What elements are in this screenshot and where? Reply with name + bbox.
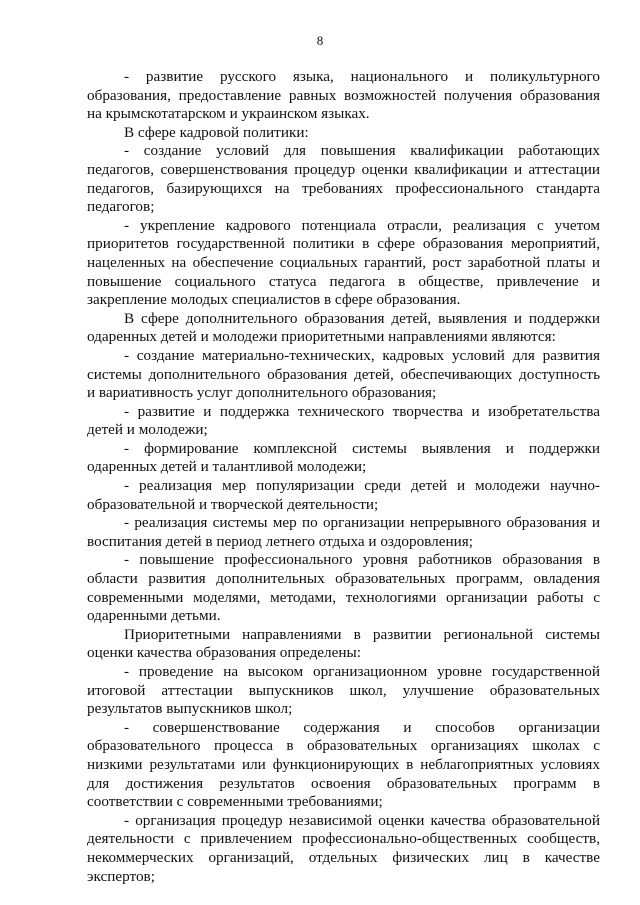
text-line: В сфере кадровой политики: — [124, 123, 309, 141]
text-line: - проведение на высоком организационном уровне государственной — [124, 663, 600, 680]
text-line: итоговой аттестации выпускников школ, улучшение образовательных — [87, 681, 600, 699]
text-line: педагогов; — [87, 198, 155, 216]
text-line: приоритетов государственной политики в сфере образования мероприятий, — [87, 235, 600, 253]
text-line: - реализация мер популяризации среди детей и молодежи научно- — [124, 477, 600, 495]
text-line: - развитие и поддержка технического творчества и изобретательства — [124, 402, 600, 420]
page-number: 8 — [316, 33, 324, 48]
paragraph — [87, 142, 600, 216]
text-line: на крымскотатарском и украинском языках. — [87, 105, 370, 123]
paragraph — [87, 514, 600, 551]
paragraph — [87, 68, 600, 124]
paragraph — [87, 440, 600, 477]
text-line: - реализация системы мер по организации непрерывного образования и — [124, 514, 600, 532]
text-line: педагогов, базирующихся на требованиях профессионального стандарта — [87, 179, 600, 197]
text-line: повышение социального статуса педагога в обществе, привлечение и — [87, 272, 600, 290]
text-line: современными моделями, методами, технологиями организации работы с — [87, 588, 600, 606]
text-line: детей и молодежи; — [87, 421, 208, 439]
text-line: воспитания детей в период летнего отдыха и оздоровления; — [87, 532, 473, 550]
paragraph — [87, 812, 600, 886]
text-line: соответствии с современными требованиями; — [87, 793, 383, 811]
paragraph — [87, 663, 600, 719]
text-line: одаренных детей и талантливой молодежи; — [87, 458, 367, 476]
paragraph — [87, 347, 600, 403]
text-line: - укрепление кадрового потенциала отрасли, реализация с учетом — [124, 216, 600, 234]
paragraph — [87, 626, 600, 663]
text-line: - формирование комплексной системы выявления и поддержки — [124, 439, 600, 457]
text-line: образования, предоставление равных возможностей получения образования — [87, 86, 600, 104]
text-line: - совершенствование содержания и способов организации — [124, 718, 600, 736]
text-line: системы дополнительного образования детей, обеспечивающих доступность — [87, 365, 600, 383]
text-line: Приоритетными направлениями в развитии региональной системы — [124, 625, 600, 643]
text-line: экспертов; — [87, 867, 155, 885]
text-line: образовательной и творческой деятельности; — [87, 495, 379, 513]
paragraph — [87, 719, 600, 812]
text-line: - создание условий для повышения квалификации работающих — [124, 142, 600, 160]
paragraph — [87, 551, 600, 625]
text-line: оценки качества образования определены: — [87, 644, 361, 662]
paragraph — [87, 477, 600, 514]
text-line: одаренными детьми. — [87, 607, 221, 625]
text-line: деятельности с привлечением профессионально-общественных сообществ, — [87, 830, 600, 848]
document-body — [87, 68, 600, 886]
text-line: закрепление молодых специалистов в сфере образования. — [87, 291, 461, 309]
paragraph — [87, 124, 600, 143]
text-line: нацеленных на обеспечение социальных гарантий, рост заработной платы и — [87, 253, 600, 271]
text-line: педагогов, совершенствования процедур оценки квалификации и аттестации — [87, 160, 600, 178]
text-line: одаренных детей и молодежи приоритетными направлениями являются: — [87, 328, 556, 346]
paragraph — [87, 217, 600, 310]
text-line: образовательного процесса в образовательных организациях школах с — [87, 737, 600, 755]
text-line: некоммерческих организаций, отдельных физических лиц в качестве — [87, 848, 600, 866]
text-line: результатов выпускников школ; — [87, 700, 293, 718]
text-line: области развития дополнительных образовательных программ, овладения — [87, 570, 600, 588]
paragraph — [87, 310, 600, 347]
text-line: - создание материально-технических, кадровых условий для развития — [124, 346, 600, 364]
text-line: - повышение профессионального уровня работников образования в — [124, 551, 600, 569]
text-line: и вариативность услуг дополнительного образования; — [87, 384, 437, 402]
text-line: низкими результатами или функционирующих в неблагоприятных условиях — [87, 755, 600, 773]
text-line: - организация процедур независимой оценки качества образовательной — [124, 811, 600, 829]
text-line: В сфере дополнительного образования детей, выявления и поддержки — [124, 309, 600, 327]
text-line: для достижения результатов освоения образовательных программ в — [87, 774, 600, 792]
paragraph — [87, 403, 600, 440]
text-line: - развитие русского языка, национального и поликультурного — [124, 68, 600, 85]
